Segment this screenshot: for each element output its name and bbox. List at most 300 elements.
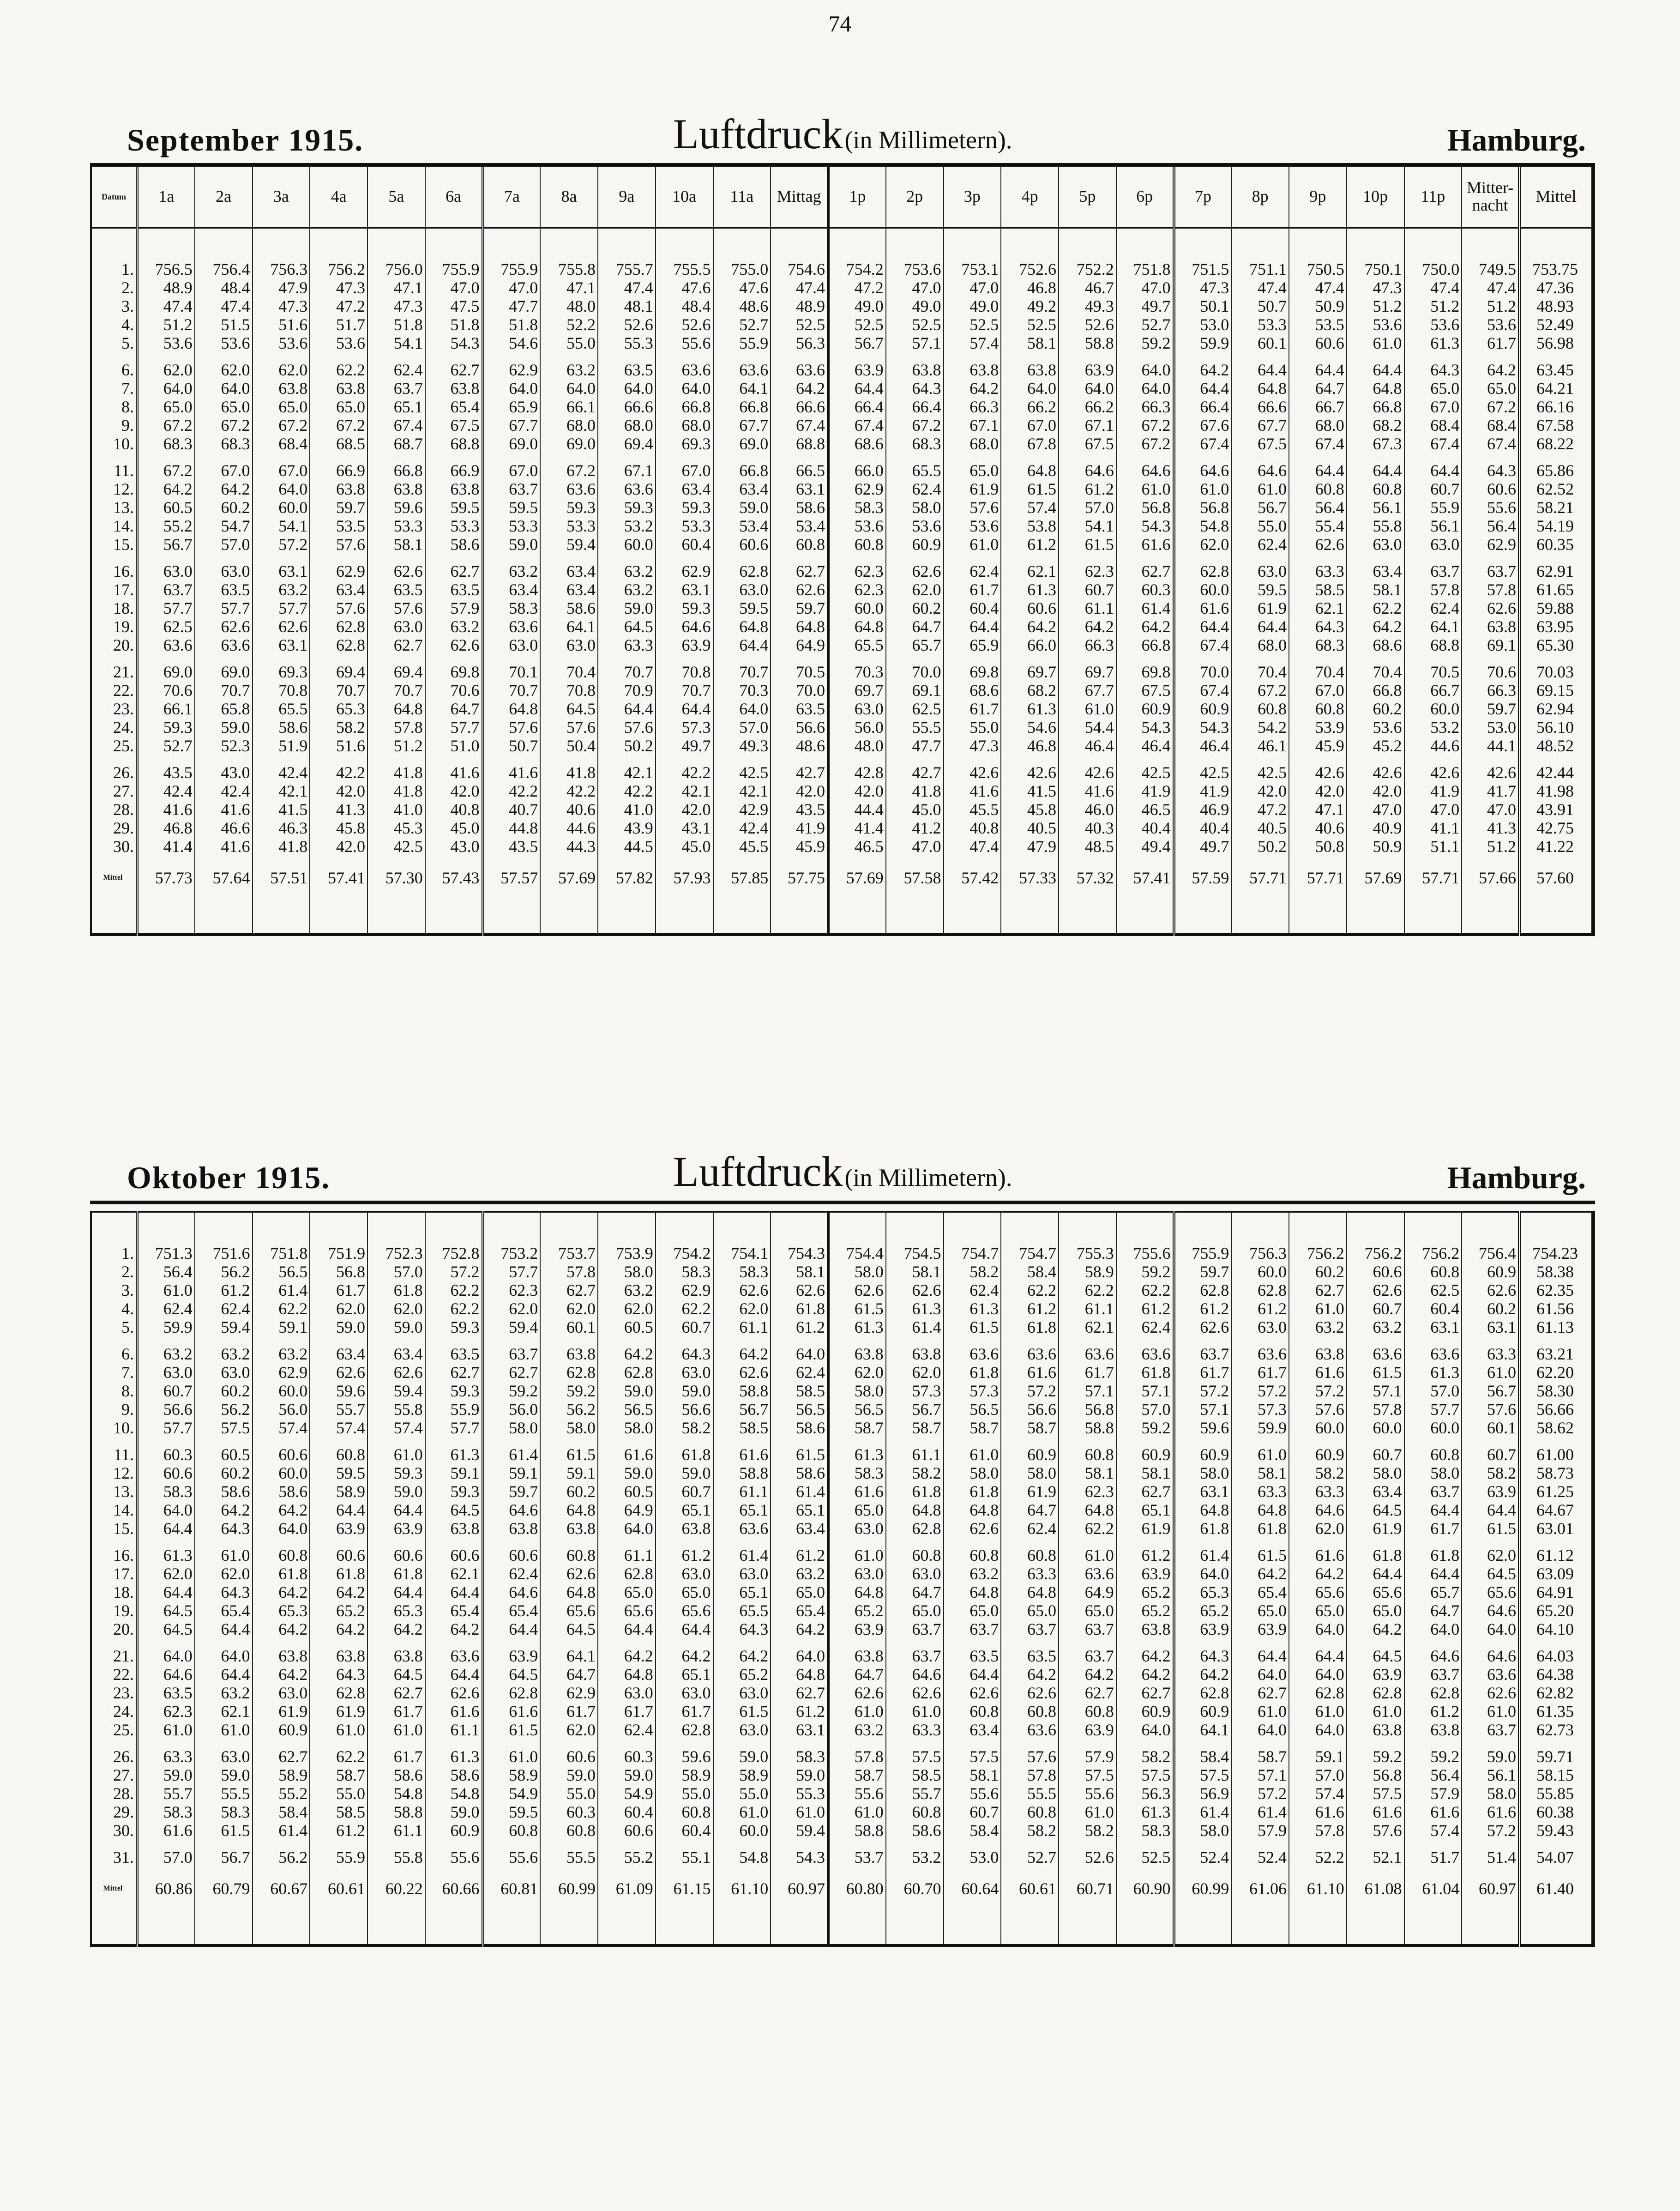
pressure-cell: 63.0 bbox=[137, 562, 195, 580]
pressure-cell: 67.5 bbox=[1116, 681, 1174, 700]
pressure-cell: 63.2 bbox=[828, 1721, 886, 1739]
pressure-cell: 57.1 bbox=[1059, 1382, 1116, 1400]
pressure-cell: 57.9 bbox=[1404, 1784, 1462, 1803]
pressure-cell: 749.5 bbox=[1462, 260, 1519, 278]
pressure-cell: 64.4 bbox=[137, 1583, 195, 1601]
pressure-cell: 54.9 bbox=[598, 1784, 656, 1803]
pressure-cell: 61.6 bbox=[483, 1702, 541, 1721]
pressure-cell: 61.5 bbox=[713, 1702, 771, 1721]
pressure-cell: 50.2 bbox=[1231, 837, 1289, 856]
pressure-cell: 59.1 bbox=[1289, 1747, 1347, 1766]
pressure-cell: 59.0 bbox=[598, 599, 656, 617]
pressure-cell: 58.8 bbox=[713, 1382, 771, 1400]
pressure-cell: 53.6 bbox=[310, 334, 367, 352]
pressure-cell: 68.5 bbox=[310, 435, 367, 453]
pressure-cell: 62.9 bbox=[310, 562, 367, 580]
pressure-cell: 57.6 bbox=[310, 599, 367, 617]
pressure-cell: 64.4 bbox=[944, 1665, 1001, 1684]
pressure-cell: 62.8 bbox=[713, 562, 771, 580]
daily-mean-cell: 47.36 bbox=[1519, 278, 1593, 297]
pressure-cell: 59.1 bbox=[253, 1318, 310, 1336]
pressure-cell: 42.2 bbox=[310, 763, 367, 782]
pressure-cell: 64.0 bbox=[253, 480, 310, 498]
pressure-cell: 64.3 bbox=[195, 1519, 253, 1538]
pressure-cell: 63.6 bbox=[1059, 1565, 1116, 1583]
table-row bbox=[91, 1299, 1593, 1318]
hourly-mean-cell: 60.79 bbox=[195, 1875, 253, 1903]
daily-mean-cell: 61.12 bbox=[1519, 1546, 1593, 1565]
pressure-cell: 64.6 bbox=[1231, 461, 1289, 480]
pressure-cell: 49.2 bbox=[1001, 297, 1059, 315]
pressure-cell: 59.3 bbox=[425, 1382, 483, 1400]
pressure-cell: 60.8 bbox=[1001, 1702, 1059, 1721]
pressure-cell: 53.6 bbox=[137, 334, 195, 352]
pressure-cell: 64.0 bbox=[1289, 1620, 1347, 1638]
pressure-cell: 64.4 bbox=[483, 1620, 541, 1638]
pressure-cell: 55.0 bbox=[656, 1784, 713, 1803]
pressure-cell: 752.8 bbox=[425, 1244, 483, 1263]
daily-mean-cell: 61.25 bbox=[1519, 1482, 1593, 1501]
pressure-cell: 63.4 bbox=[1347, 562, 1404, 580]
pressure-cell: 68.3 bbox=[195, 435, 253, 453]
pressure-cell: 58.3 bbox=[771, 1747, 828, 1766]
pressure-cell: 61.8 bbox=[1116, 1363, 1174, 1382]
pressure-cell: 65.1 bbox=[656, 1665, 713, 1684]
pressure-cell: 61.0 bbox=[1289, 1702, 1347, 1721]
pressure-cell: 50.2 bbox=[598, 737, 656, 755]
pressure-cell: 63.8 bbox=[828, 1647, 886, 1665]
overall-mean-cell: 57.60 bbox=[1519, 864, 1593, 892]
pressure-cell: 58.4 bbox=[1001, 1263, 1059, 1281]
pressure-cell: 59.6 bbox=[310, 1382, 367, 1400]
pressure-cell: 54.6 bbox=[1001, 718, 1059, 737]
pressure-cell: 62.6 bbox=[886, 562, 944, 580]
pressure-cell: 43.5 bbox=[483, 837, 541, 856]
day-cell: 19. bbox=[91, 1601, 137, 1620]
day-cell: 27. bbox=[91, 1766, 137, 1784]
pressure-cell: 62.8 bbox=[1289, 1684, 1347, 1702]
pressure-cell: 42.6 bbox=[1404, 763, 1462, 782]
pressure-cell: 61.0 bbox=[367, 1721, 425, 1739]
pressure-cell: 57.6 bbox=[1289, 1400, 1347, 1419]
pressure-cell: 62.0 bbox=[598, 1299, 656, 1318]
day-cell: 1. bbox=[91, 260, 137, 278]
pressure-cell: 61.5 bbox=[944, 1318, 1001, 1336]
pressure-cell: 57.7 bbox=[425, 1419, 483, 1437]
table-row bbox=[91, 1482, 1593, 1501]
pressure-cell: 41.8 bbox=[367, 782, 425, 800]
pressure-cell: 41.0 bbox=[598, 800, 656, 819]
hour-column-header: 5p bbox=[1059, 165, 1116, 228]
pressure-cell: 57.3 bbox=[886, 1382, 944, 1400]
table-row bbox=[91, 1363, 1593, 1382]
pressure-cell: 61.5 bbox=[1231, 1546, 1289, 1565]
day-cell: 8. bbox=[91, 398, 137, 416]
pressure-cell: 63.0 bbox=[137, 1363, 195, 1382]
pressure-cell: 47.6 bbox=[656, 278, 713, 297]
pressure-cell: 64.3 bbox=[886, 379, 944, 398]
pressure-cell: 70.4 bbox=[1289, 663, 1347, 681]
day-cell: 30. bbox=[91, 1821, 137, 1840]
pressure-cell: 62.8 bbox=[1231, 1281, 1289, 1299]
pressure-cell: 58.6 bbox=[771, 498, 828, 517]
pressure-cell: 57.4 bbox=[310, 1419, 367, 1437]
pressure-cell: 53.6 bbox=[1462, 315, 1519, 334]
pressure-cell: 62.6 bbox=[425, 636, 483, 654]
pressure-cell: 70.7 bbox=[195, 681, 253, 700]
daily-mean-cell: 54.19 bbox=[1519, 517, 1593, 535]
hour-column-header: 1p bbox=[828, 165, 886, 228]
pressure-cell: 58.2 bbox=[1059, 1821, 1116, 1840]
pressure-cell: 61.2 bbox=[1116, 1299, 1174, 1318]
pressure-cell: 51.6 bbox=[310, 737, 367, 755]
pressure-cell: 63.7 bbox=[367, 379, 425, 398]
pressure-cell: 59.2 bbox=[1116, 1263, 1174, 1281]
pressure-cell: 61.5 bbox=[1001, 480, 1059, 498]
pressure-cell: 53.3 bbox=[367, 517, 425, 535]
pressure-cell: 56.0 bbox=[828, 718, 886, 737]
pressure-cell: 57.9 bbox=[1059, 1747, 1116, 1766]
pressure-cell: 52.1 bbox=[1347, 1848, 1404, 1867]
hour-column-header: 2p bbox=[886, 165, 944, 228]
pressure-cell: 57.7 bbox=[425, 718, 483, 737]
hourly-mean-cell: 61.08 bbox=[1347, 1875, 1404, 1903]
day-cell: 31. bbox=[91, 1848, 137, 1867]
pressure-cell: 52.6 bbox=[1059, 315, 1116, 334]
pressure-cell: 57.6 bbox=[1462, 1400, 1519, 1419]
pressure-cell: 56.2 bbox=[253, 1848, 310, 1867]
pressure-cell: 42.9 bbox=[713, 800, 771, 819]
pressure-cell: 755.0 bbox=[713, 260, 771, 278]
hourly-mean-cell: 60.80 bbox=[828, 1875, 886, 1903]
pressure-cell: 61.3 bbox=[1001, 580, 1059, 599]
pressure-cell: 59.4 bbox=[771, 1821, 828, 1840]
daily-mean-cell: 58.21 bbox=[1519, 498, 1593, 517]
pressure-cell: 58.6 bbox=[886, 1821, 944, 1840]
pressure-cell: 47.1 bbox=[367, 278, 425, 297]
pressure-cell: 64.8 bbox=[771, 617, 828, 636]
pressure-cell: 51.8 bbox=[483, 315, 541, 334]
pressure-cell: 40.6 bbox=[1289, 819, 1347, 837]
pressure-cell: 61.4 bbox=[253, 1281, 310, 1299]
pressure-cell: 63.8 bbox=[310, 1647, 367, 1665]
pressure-cell: 66.3 bbox=[1059, 636, 1116, 654]
pressure-cell: 42.0 bbox=[1347, 782, 1404, 800]
city-heading: Hamburg. bbox=[1447, 1160, 1586, 1195]
pressure-cell: 58.2 bbox=[886, 1464, 944, 1482]
pressure-cell: 63.9 bbox=[1462, 1482, 1519, 1501]
pressure-cell: 66.8 bbox=[713, 398, 771, 416]
pressure-cell: 57.2 bbox=[425, 1263, 483, 1281]
pressure-cell: 67.0 bbox=[1289, 681, 1347, 700]
pressure-cell: 59.5 bbox=[483, 498, 541, 517]
day-cell: 3. bbox=[91, 297, 137, 315]
pressure-cell: 41.8 bbox=[367, 763, 425, 782]
pressure-cell: 63.8 bbox=[425, 1519, 483, 1538]
pressure-cell: 51.2 bbox=[1462, 297, 1519, 315]
pressure-cell: 58.2 bbox=[1462, 1464, 1519, 1482]
pressure-cell: 55.2 bbox=[598, 1848, 656, 1867]
pressure-cell: 47.3 bbox=[944, 737, 1001, 755]
pressure-cell: 64.0 bbox=[1404, 1620, 1462, 1638]
table-row bbox=[91, 461, 1593, 480]
daily-mean-cell: 55.85 bbox=[1519, 1784, 1593, 1803]
daily-mean-cell: 56.98 bbox=[1519, 334, 1593, 352]
pressure-cell: 70.7 bbox=[483, 681, 541, 700]
pressure-cell: 64.5 bbox=[540, 1620, 598, 1638]
pressure-cell: 47.0 bbox=[886, 837, 944, 856]
hour-column-header: 6a bbox=[425, 165, 483, 228]
pressure-cell: 63.8 bbox=[828, 1345, 886, 1363]
pressure-cell: 64.4 bbox=[1231, 1647, 1289, 1665]
pressure-cell: 64.8 bbox=[1347, 379, 1404, 398]
day-cell: 25. bbox=[91, 737, 137, 755]
pressure-cell: 56.1 bbox=[1404, 517, 1462, 535]
pressure-cell: 41.6 bbox=[944, 782, 1001, 800]
pressure-cell: 63.8 bbox=[425, 379, 483, 398]
day-cell: 24. bbox=[91, 1702, 137, 1721]
pressure-cell: 61.3 bbox=[425, 1445, 483, 1464]
pressure-cell: 61.5 bbox=[1059, 535, 1116, 554]
pressure-cell: 63.9 bbox=[656, 636, 713, 654]
pressure-cell: 61.0 bbox=[771, 1803, 828, 1821]
pressure-cell: 57.6 bbox=[540, 718, 598, 737]
pressure-cell: 65.5 bbox=[253, 700, 310, 718]
pressure-cell: 43.9 bbox=[598, 819, 656, 837]
pressure-cell: 752.6 bbox=[1001, 260, 1059, 278]
pressure-cell: 58.1 bbox=[944, 1766, 1001, 1784]
pressure-cell: 57.4 bbox=[367, 1419, 425, 1437]
pressure-cell: 59.3 bbox=[656, 599, 713, 617]
title-unit: (in Millimetern). bbox=[844, 1164, 1012, 1191]
pressure-cell: 58.1 bbox=[1001, 334, 1059, 352]
pressure-cell: 64.4 bbox=[425, 1583, 483, 1601]
pressure-cell: 61.7 bbox=[944, 700, 1001, 718]
pressure-cell: 64.2 bbox=[1174, 361, 1232, 379]
daily-mean-cell: 70.03 bbox=[1519, 663, 1593, 681]
pressure-cell: 60.1 bbox=[1231, 334, 1289, 352]
pressure-cell: 59.5 bbox=[1231, 580, 1289, 599]
pressure-cell: 64.2 bbox=[713, 1345, 771, 1363]
pressure-cell: 65.0 bbox=[310, 398, 367, 416]
day-cell: 28. bbox=[91, 1784, 137, 1803]
pressure-cell: 62.6 bbox=[540, 1565, 598, 1583]
table-row bbox=[91, 663, 1593, 681]
pressure-cell: 59.3 bbox=[137, 718, 195, 737]
pressure-cell: 47.3 bbox=[310, 278, 367, 297]
daily-mean-cell: 43.91 bbox=[1519, 800, 1593, 819]
pressure-cell: 47.4 bbox=[137, 297, 195, 315]
hourly-mean-cell: 60.86 bbox=[137, 1875, 195, 1903]
pressure-cell: 59.0 bbox=[540, 1766, 598, 1784]
pressure-cell: 62.6 bbox=[944, 1519, 1001, 1538]
pressure-cell: 59.0 bbox=[656, 1382, 713, 1400]
pressure-cell: 59.2 bbox=[1116, 1419, 1174, 1437]
hourly-mean-cell: 60.61 bbox=[310, 1875, 367, 1903]
pressure-cell: 60.8 bbox=[1289, 700, 1347, 718]
pressure-cell: 61.8 bbox=[944, 1482, 1001, 1501]
pressure-cell: 58.6 bbox=[425, 1766, 483, 1784]
pressure-cell: 55.5 bbox=[195, 1784, 253, 1803]
pressure-cell: 69.7 bbox=[1059, 663, 1116, 681]
pressure-cell: 63.7 bbox=[886, 1620, 944, 1638]
pressure-cell: 63.8 bbox=[483, 1519, 541, 1538]
pressure-cell: 55.6 bbox=[425, 1848, 483, 1867]
table-row bbox=[91, 315, 1593, 334]
day-cell: 17. bbox=[91, 1565, 137, 1583]
pressure-cell: 65.6 bbox=[1462, 1583, 1519, 1601]
hour-column-header: 3p bbox=[944, 165, 1001, 228]
hourly-mean-cell: 60.97 bbox=[1462, 1875, 1519, 1903]
pressure-cell: 59.5 bbox=[425, 498, 483, 517]
pressure-cell: 58.3 bbox=[656, 1263, 713, 1281]
pressure-cell: 55.0 bbox=[540, 334, 598, 352]
pressure-cell: 60.3 bbox=[1116, 580, 1174, 599]
pressure-cell: 61.1 bbox=[425, 1721, 483, 1739]
pressure-cell: 55.0 bbox=[540, 1784, 598, 1803]
pressure-cell: 60.5 bbox=[598, 1482, 656, 1501]
pressure-cell: 64.0 bbox=[1289, 1665, 1347, 1684]
pressure-cell: 60.6 bbox=[483, 1546, 541, 1565]
pressure-cell: 57.4 bbox=[1404, 1821, 1462, 1840]
pressure-cell: 62.0 bbox=[367, 1299, 425, 1318]
pressure-cell: 66.6 bbox=[598, 398, 656, 416]
pressure-cell: 60.3 bbox=[540, 1803, 598, 1821]
pressure-cell: 60.8 bbox=[540, 1546, 598, 1565]
pressure-cell: 61.7 bbox=[540, 1702, 598, 1721]
pressure-cell: 58.7 bbox=[944, 1419, 1001, 1437]
pressure-cell: 61.8 bbox=[1001, 1318, 1059, 1336]
pressure-cell: 64.1 bbox=[1174, 1721, 1232, 1739]
pressure-cell: 60.0 bbox=[1404, 1419, 1462, 1437]
pressure-cell: 47.9 bbox=[253, 278, 310, 297]
hourly-mean-cell: 57.58 bbox=[886, 864, 944, 892]
month-heading: September 1915. bbox=[127, 122, 364, 157]
pressure-cell: 70.7 bbox=[598, 663, 656, 681]
pressure-cell: 67.0 bbox=[253, 461, 310, 480]
day-cell: 7. bbox=[91, 1363, 137, 1382]
pressure-cell: 45.9 bbox=[1289, 737, 1347, 755]
pressure-cell: 58.5 bbox=[1289, 580, 1347, 599]
pressure-cell: 61.3 bbox=[1116, 1803, 1174, 1821]
pressure-cell: 61.0 bbox=[886, 1702, 944, 1721]
hourly-mean-cell: 60.67 bbox=[253, 1875, 310, 1903]
pressure-cell: 63.4 bbox=[540, 580, 598, 599]
pressure-cell: 63.7 bbox=[1462, 562, 1519, 580]
pressure-cell: 58.6 bbox=[425, 535, 483, 554]
pressure-cell: 59.9 bbox=[137, 1318, 195, 1336]
pressure-cell: 64.0 bbox=[1289, 1721, 1347, 1739]
pressure-cell: 62.1 bbox=[1289, 599, 1347, 617]
row-spacer bbox=[91, 554, 1593, 562]
pressure-cell: 62.0 bbox=[195, 1565, 253, 1583]
pressure-cell: 62.6 bbox=[1462, 1684, 1519, 1702]
pressure-cell: 44.6 bbox=[540, 819, 598, 837]
pressure-cell: 57.5 bbox=[195, 1419, 253, 1437]
pressure-cell: 63.7 bbox=[483, 1345, 541, 1363]
pressure-cell: 61.7 bbox=[367, 1747, 425, 1766]
day-cell: 8. bbox=[91, 1382, 137, 1400]
pressure-cell: 67.2 bbox=[1116, 435, 1174, 453]
pressure-cell: 64.8 bbox=[367, 700, 425, 718]
pressure-cell: 50.9 bbox=[1347, 837, 1404, 856]
monthly-mean-row bbox=[91, 864, 1593, 892]
pressure-cell: 44.4 bbox=[828, 800, 886, 819]
day-cell: 2. bbox=[91, 278, 137, 297]
pressure-cell: 60.4 bbox=[1404, 1299, 1462, 1318]
pressure-cell: 59.7 bbox=[1174, 1263, 1232, 1281]
pressure-cell: 64.8 bbox=[1001, 461, 1059, 480]
pressure-cell: 62.0 bbox=[483, 1299, 541, 1318]
row-spacer bbox=[91, 755, 1593, 763]
pressure-cell: 43.5 bbox=[137, 763, 195, 782]
pressure-cell: 64.8 bbox=[944, 1501, 1001, 1519]
pressure-cell: 64.8 bbox=[1001, 1583, 1059, 1601]
pressure-cell: 65.3 bbox=[310, 700, 367, 718]
pressure-cell: 68.2 bbox=[1001, 681, 1059, 700]
pressure-cell: 60.5 bbox=[137, 498, 195, 517]
pressure-cell: 58.0 bbox=[1404, 1464, 1462, 1482]
pressure-cell: 60.1 bbox=[540, 1318, 598, 1336]
table-row bbox=[91, 361, 1593, 379]
daily-mean-cell: 63.95 bbox=[1519, 617, 1593, 636]
pressure-cell: 64.8 bbox=[540, 1501, 598, 1519]
pressure-cell: 64.3 bbox=[713, 1620, 771, 1638]
pressure-cell: 63.6 bbox=[137, 636, 195, 654]
pressure-cell: 754.1 bbox=[713, 1244, 771, 1263]
pressure-cell: 55.8 bbox=[1347, 517, 1404, 535]
hourly-mean-cell: 57.71 bbox=[1289, 864, 1347, 892]
pressure-cell: 60.6 bbox=[1289, 334, 1347, 352]
pressure-cell: 57.1 bbox=[1231, 1766, 1289, 1784]
pressure-cell: 62.2 bbox=[425, 1299, 483, 1318]
hour-column-header: 7a bbox=[483, 165, 541, 228]
pressure-cell: 48.5 bbox=[1059, 837, 1116, 856]
pressure-cell: 63.8 bbox=[886, 361, 944, 379]
pressure-cell: 64.2 bbox=[1116, 1665, 1174, 1684]
pressure-cell: 755.9 bbox=[425, 260, 483, 278]
pressure-cell: 64.8 bbox=[483, 700, 541, 718]
daily-mean-cell: 65.30 bbox=[1519, 636, 1593, 654]
hourly-mean-cell: 57.43 bbox=[425, 864, 483, 892]
hourly-mean-cell: 57.32 bbox=[1059, 864, 1116, 892]
pressure-cell: 54.7 bbox=[195, 517, 253, 535]
pressure-cell: 60.4 bbox=[944, 599, 1001, 617]
pressure-cell: 61.8 bbox=[656, 1445, 713, 1464]
pressure-cell: 59.0 bbox=[137, 1766, 195, 1784]
city-heading: Hamburg. bbox=[1447, 122, 1586, 157]
pressure-cell: 61.0 bbox=[1231, 480, 1289, 498]
pressure-cell: 62.6 bbox=[1462, 1281, 1519, 1299]
pressure-cell: 56.7 bbox=[137, 535, 195, 554]
table-row bbox=[91, 379, 1593, 398]
row-spacer bbox=[91, 1840, 1593, 1848]
pressure-cell: 57.2 bbox=[1231, 1784, 1289, 1803]
pressure-cell: 65.4 bbox=[425, 398, 483, 416]
pressure-cell: 55.9 bbox=[713, 334, 771, 352]
pressure-cell: 66.7 bbox=[1404, 681, 1462, 700]
pressure-cell: 64.2 bbox=[771, 379, 828, 398]
pressure-cell: 70.7 bbox=[713, 663, 771, 681]
pressure-cell: 63.2 bbox=[1289, 1318, 1347, 1336]
pressure-cell: 53.4 bbox=[713, 517, 771, 535]
pressure-cell: 58.6 bbox=[195, 1482, 253, 1501]
pressure-cell: 62.6 bbox=[1289, 535, 1347, 554]
pressure-cell: 50.1 bbox=[1174, 297, 1232, 315]
pressure-cell: 63.0 bbox=[713, 580, 771, 599]
pressure-cell: 67.4 bbox=[1174, 636, 1232, 654]
pressure-cell: 57.8 bbox=[1462, 580, 1519, 599]
